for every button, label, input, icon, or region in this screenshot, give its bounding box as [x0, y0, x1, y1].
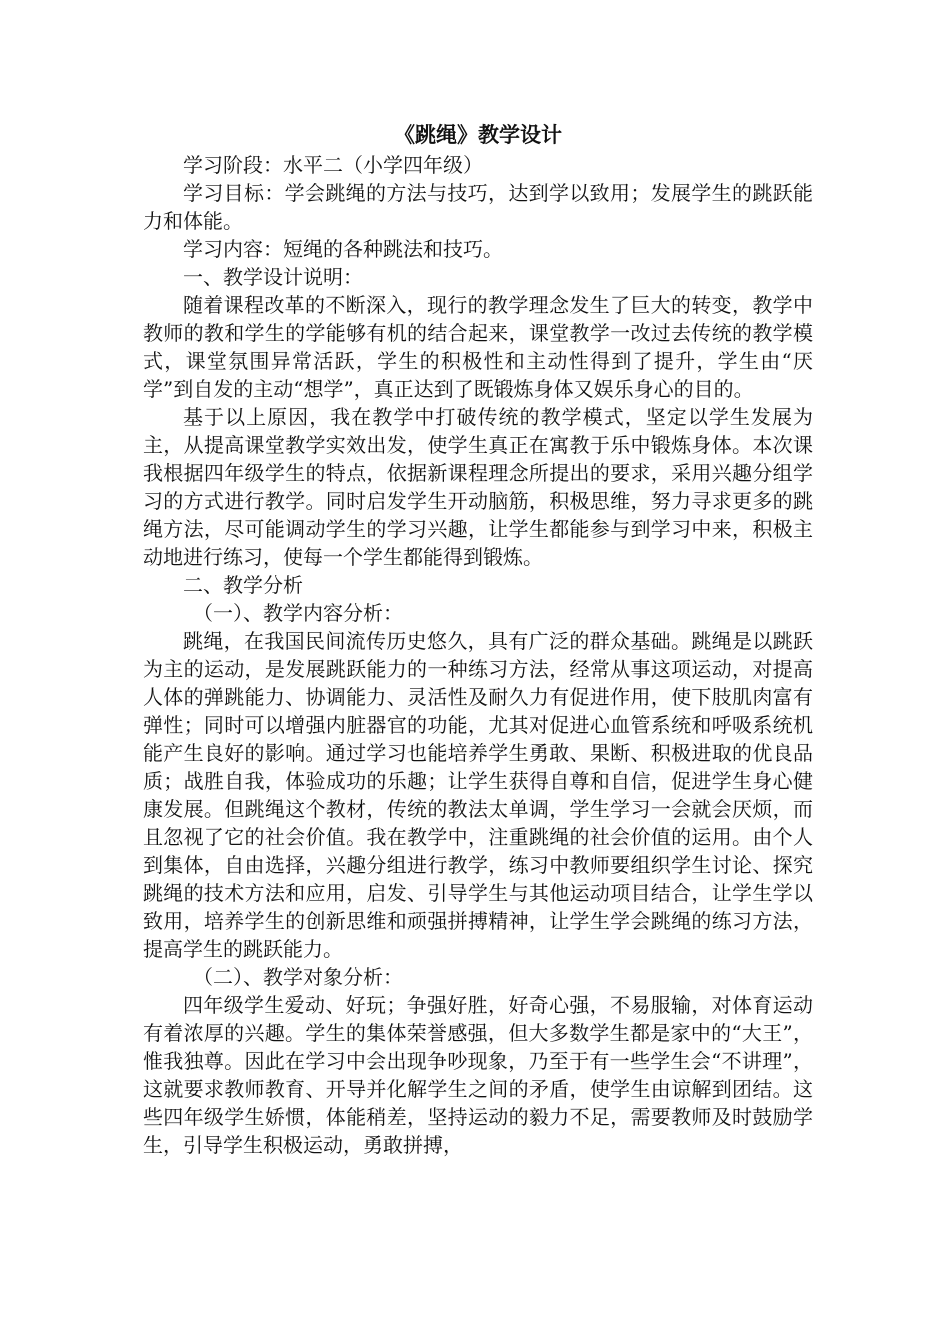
section-2-heading: 二、教学分析 [183, 573, 303, 597]
document-title: 《跳绳》教学设计 [394, 122, 562, 147]
section-2-sub-2-paragraph: 四年级学生爱动、好玩；争强好胜，好奇心强，不易服输，对体育运动有着浓厚的兴趣。学生的集体荣誉感强，但大多数学生都是家中的“大王”，惟我独尊。因此在学习中会出现争吵现象，乃至于有一些学生会“不讲理”，这就要求教师教育、开导并化解学生之间的矛盾，使学生由谅解到团结。这些四年级学生娇惯，体能稍差，坚持运动的毅力不足，需要教师及时鼓励学生，引导学生积极运动，勇敢拼搏， [143, 993, 813, 1157]
section-1-heading: 一、教学设计说明： [183, 265, 363, 289]
section-2-sub-1-heading: （一）、教学内容分析： [193, 601, 403, 625]
section-2-sub-2-heading: （二）、教学对象分析： [193, 965, 403, 989]
learning-goal: 学习目标：学会跳绳的方法与技巧，达到学以致用；发展学生的跳跃能力和体能。 [143, 181, 813, 233]
section-2-sub-1-paragraph: 跳绳，在我国民间流传历史悠久，具有广泛的群众基础。跳绳是以跳跃为主的运动，是发展跳跃能力的一种练习方法，经常从事这项运动，对提高人体的弹跳能力、协调能力、灵活性及耐久力有促进作用，使下肢肌肉富有弹性；同时可以增强内脏器官的功能，尤其对促进心血管系统和呼吸系统机能产生良好的影响。通过学习也能培养学生勇敢、果断、积极进取的优良品质；战胜自我，体验成功的乐趣；让学生获得自尊和自信，促进学生身心健康发展。但跳绳这个教材，传统的教法太单调，学生学习一会就会厌烦，而且忽视了它的社会价值。我在教学中，注重跳绳的社会价值的运用。由个人到集体，自由选择，兴趣分组进行教学，练习中教师要组织学生讨论、探究跳绳的技术方法和应用，启发、引导学生与其他运动项目结合，让学生学以致用，培养学生的创新思维和顽强拼搏精神，让学生学会跳绳的练习方法，提高学生的跳跃能力。 [143, 629, 813, 961]
section-1-paragraph-2: 基于以上原因，我在教学中打破传统的教学模式，坚定以学生发展为主，从提高课堂教学实效出发，使学生真正在寓教于乐中锻炼身体。本次课我根据四年级学生的特点，依据新课程理念所提出的要求，采用兴趣分组学习的方式进行教学。同时启发学生开动脑筋，积极思维，努力寻求更多的跳绳方法，尽可能调动学生的学习兴趣，让学生都能参与到学习中来，积极主动地进行练习，使每一个学生都能得到锻炼。 [143, 405, 813, 569]
learning-content: 学习内容：短绳的各种跳法和技巧。 [183, 237, 503, 261]
section-1-paragraph-1: 随着课程改革的不断深入，现行的教学理念发生了巨大的转变，教学中教师的教和学生的学能够有机的结合起来，课堂教学一改过去传统的教学模式，课堂氛围异常活跃，学生的积极性和主动性得到了提升，学生由“厌学”到自发的主动“想学”，真正达到了既锻炼身体又娱乐身心的目的。 [143, 293, 813, 401]
document-page [143, 120, 813, 1159]
learning-stage: 学习阶段：水平二（小学四年级） [183, 153, 483, 177]
